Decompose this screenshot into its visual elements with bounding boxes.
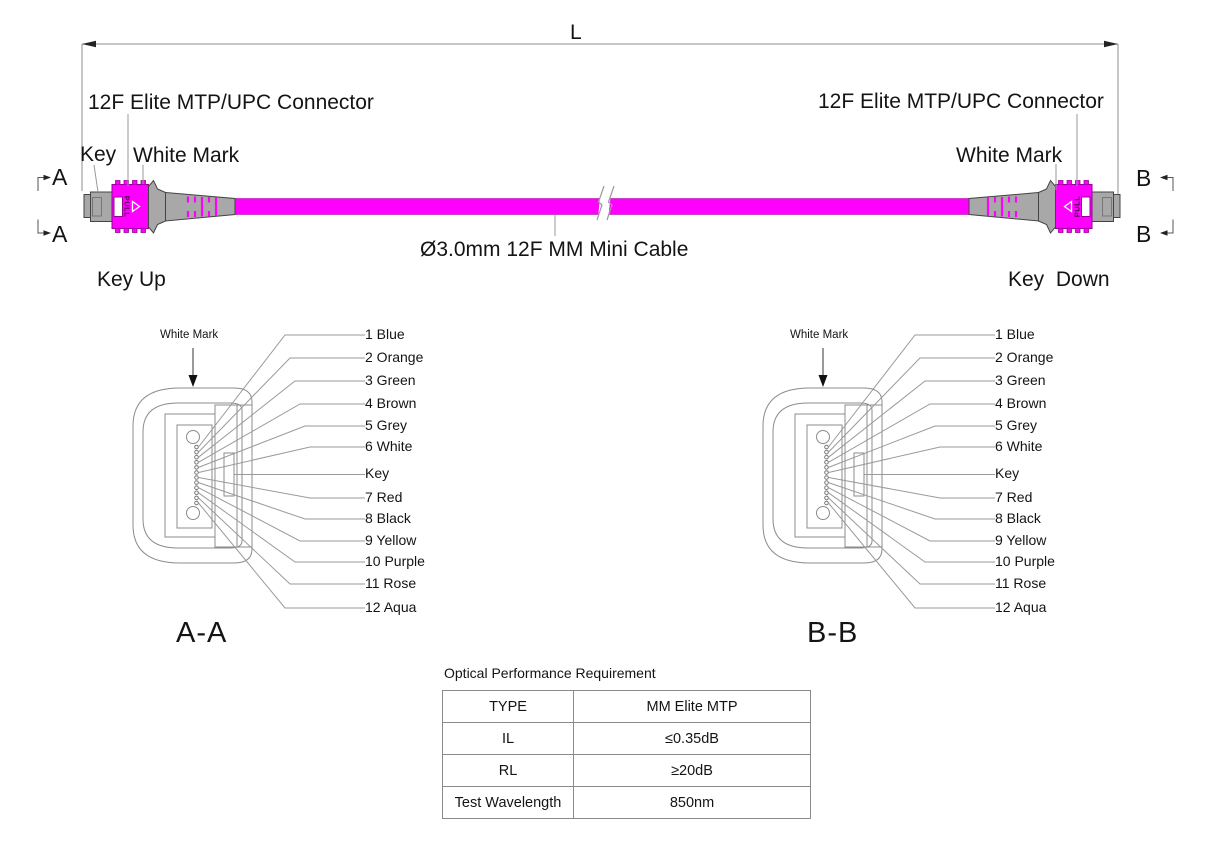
table-cell-value: ≤0.35dB — [574, 723, 811, 755]
section-a-letter-top: A — [52, 164, 68, 190]
leader-lines — [94, 114, 1077, 236]
dimension-line-L — [82, 41, 1118, 197]
white-mark-label-right: White Mark — [956, 144, 1063, 167]
section-a-bottom-marker — [38, 220, 44, 234]
cable-label: Ø3.0mm 12F MM Mini Cable — [420, 238, 689, 261]
section-view-title-b: B-B — [807, 617, 859, 649]
connector-label-right: 12F Elite MTP/UPC Connector — [818, 90, 1104, 113]
pull-text-right: PULL — [1072, 195, 1082, 218]
fiber-label: 4 Brown — [995, 395, 1047, 411]
section-b-top-marker — [1167, 178, 1173, 192]
fiber-label: 2 Orange — [365, 349, 424, 365]
right-connector — [969, 181, 1120, 234]
table-cell-param: RL — [443, 755, 574, 787]
table-row — [443, 787, 811, 819]
fiber-label: Key — [365, 465, 390, 481]
fiber-label: 1 Blue — [995, 326, 1035, 342]
section-view-title-a: A-A — [176, 617, 228, 649]
fiber-label: 6 White — [995, 438, 1043, 454]
white-mark-label-face-b: White Mark — [790, 329, 849, 341]
optical-performance-table — [442, 690, 811, 819]
fiber-label: 8 Black — [365, 510, 411, 526]
table-cell-value: 850nm — [574, 787, 811, 819]
fiber-label: 12 Aqua — [365, 599, 417, 615]
fiber-label: 7 Red — [365, 489, 403, 505]
left-connector — [84, 181, 235, 234]
table-cell-value: MM Elite MTP — [574, 691, 811, 723]
key-label: Key — [80, 143, 117, 166]
fiber-label: 11 Rose — [995, 575, 1047, 591]
face-view-b — [763, 335, 995, 608]
section-a-letter-bottom: A — [52, 221, 68, 247]
fiber-label: 9 Yellow — [365, 532, 417, 548]
table-row — [443, 723, 811, 755]
fiber-label: 2 Orange — [995, 349, 1054, 365]
table-title: Optical Performance Requirement — [444, 665, 656, 681]
fiber-label: 9 Yellow — [995, 532, 1047, 548]
fiber-label: 5 Grey — [365, 417, 408, 433]
connector-label-left: 12F Elite MTP/UPC Connector — [88, 91, 374, 114]
face-view-a — [133, 335, 365, 608]
pull-text-left: PULL — [122, 195, 132, 218]
fiber-label: 1 Blue — [365, 326, 405, 342]
optical-performance-section — [442, 665, 811, 819]
table-cell-value: ≥20dB — [574, 755, 811, 787]
fiber-label: 3 Green — [995, 372, 1046, 388]
fiber-label: 10 Purple — [995, 553, 1055, 569]
section-b-bottom-marker — [1167, 220, 1173, 234]
fiber-label: 10 Purple — [365, 553, 425, 569]
table-row — [443, 691, 811, 723]
leader-key-left — [94, 165, 98, 192]
key-up-label: Key Up — [97, 268, 166, 291]
white-mark-label-left: White Mark — [133, 144, 240, 167]
table-cell-param: Test Wavelength — [443, 787, 574, 819]
fiber-label: 12 Aqua — [995, 599, 1047, 615]
dimension-label: L — [570, 21, 582, 44]
key-down-label: Key Down — [1008, 268, 1110, 291]
fiber-label: 7 Red — [995, 489, 1033, 505]
table-row — [443, 755, 811, 787]
fiber-label: 8 Black — [995, 510, 1041, 526]
fiber-label: 11 Rose — [365, 575, 417, 591]
white-mark-label-face-a: White Mark — [160, 329, 219, 341]
section-b-letter-bottom: B — [1136, 221, 1152, 247]
fiber-label: 6 White — [365, 438, 413, 454]
fiber-label: 3 Green — [365, 372, 416, 388]
table-cell-param: IL — [443, 723, 574, 755]
fiber-label: Key — [995, 465, 1020, 481]
section-a-top-marker — [38, 178, 44, 192]
table-cell-param: TYPE — [443, 691, 574, 723]
fiber-label: 5 Grey — [995, 417, 1038, 433]
section-b-letter-top: B — [1136, 165, 1152, 191]
fiber-label: 4 Brown — [365, 395, 417, 411]
